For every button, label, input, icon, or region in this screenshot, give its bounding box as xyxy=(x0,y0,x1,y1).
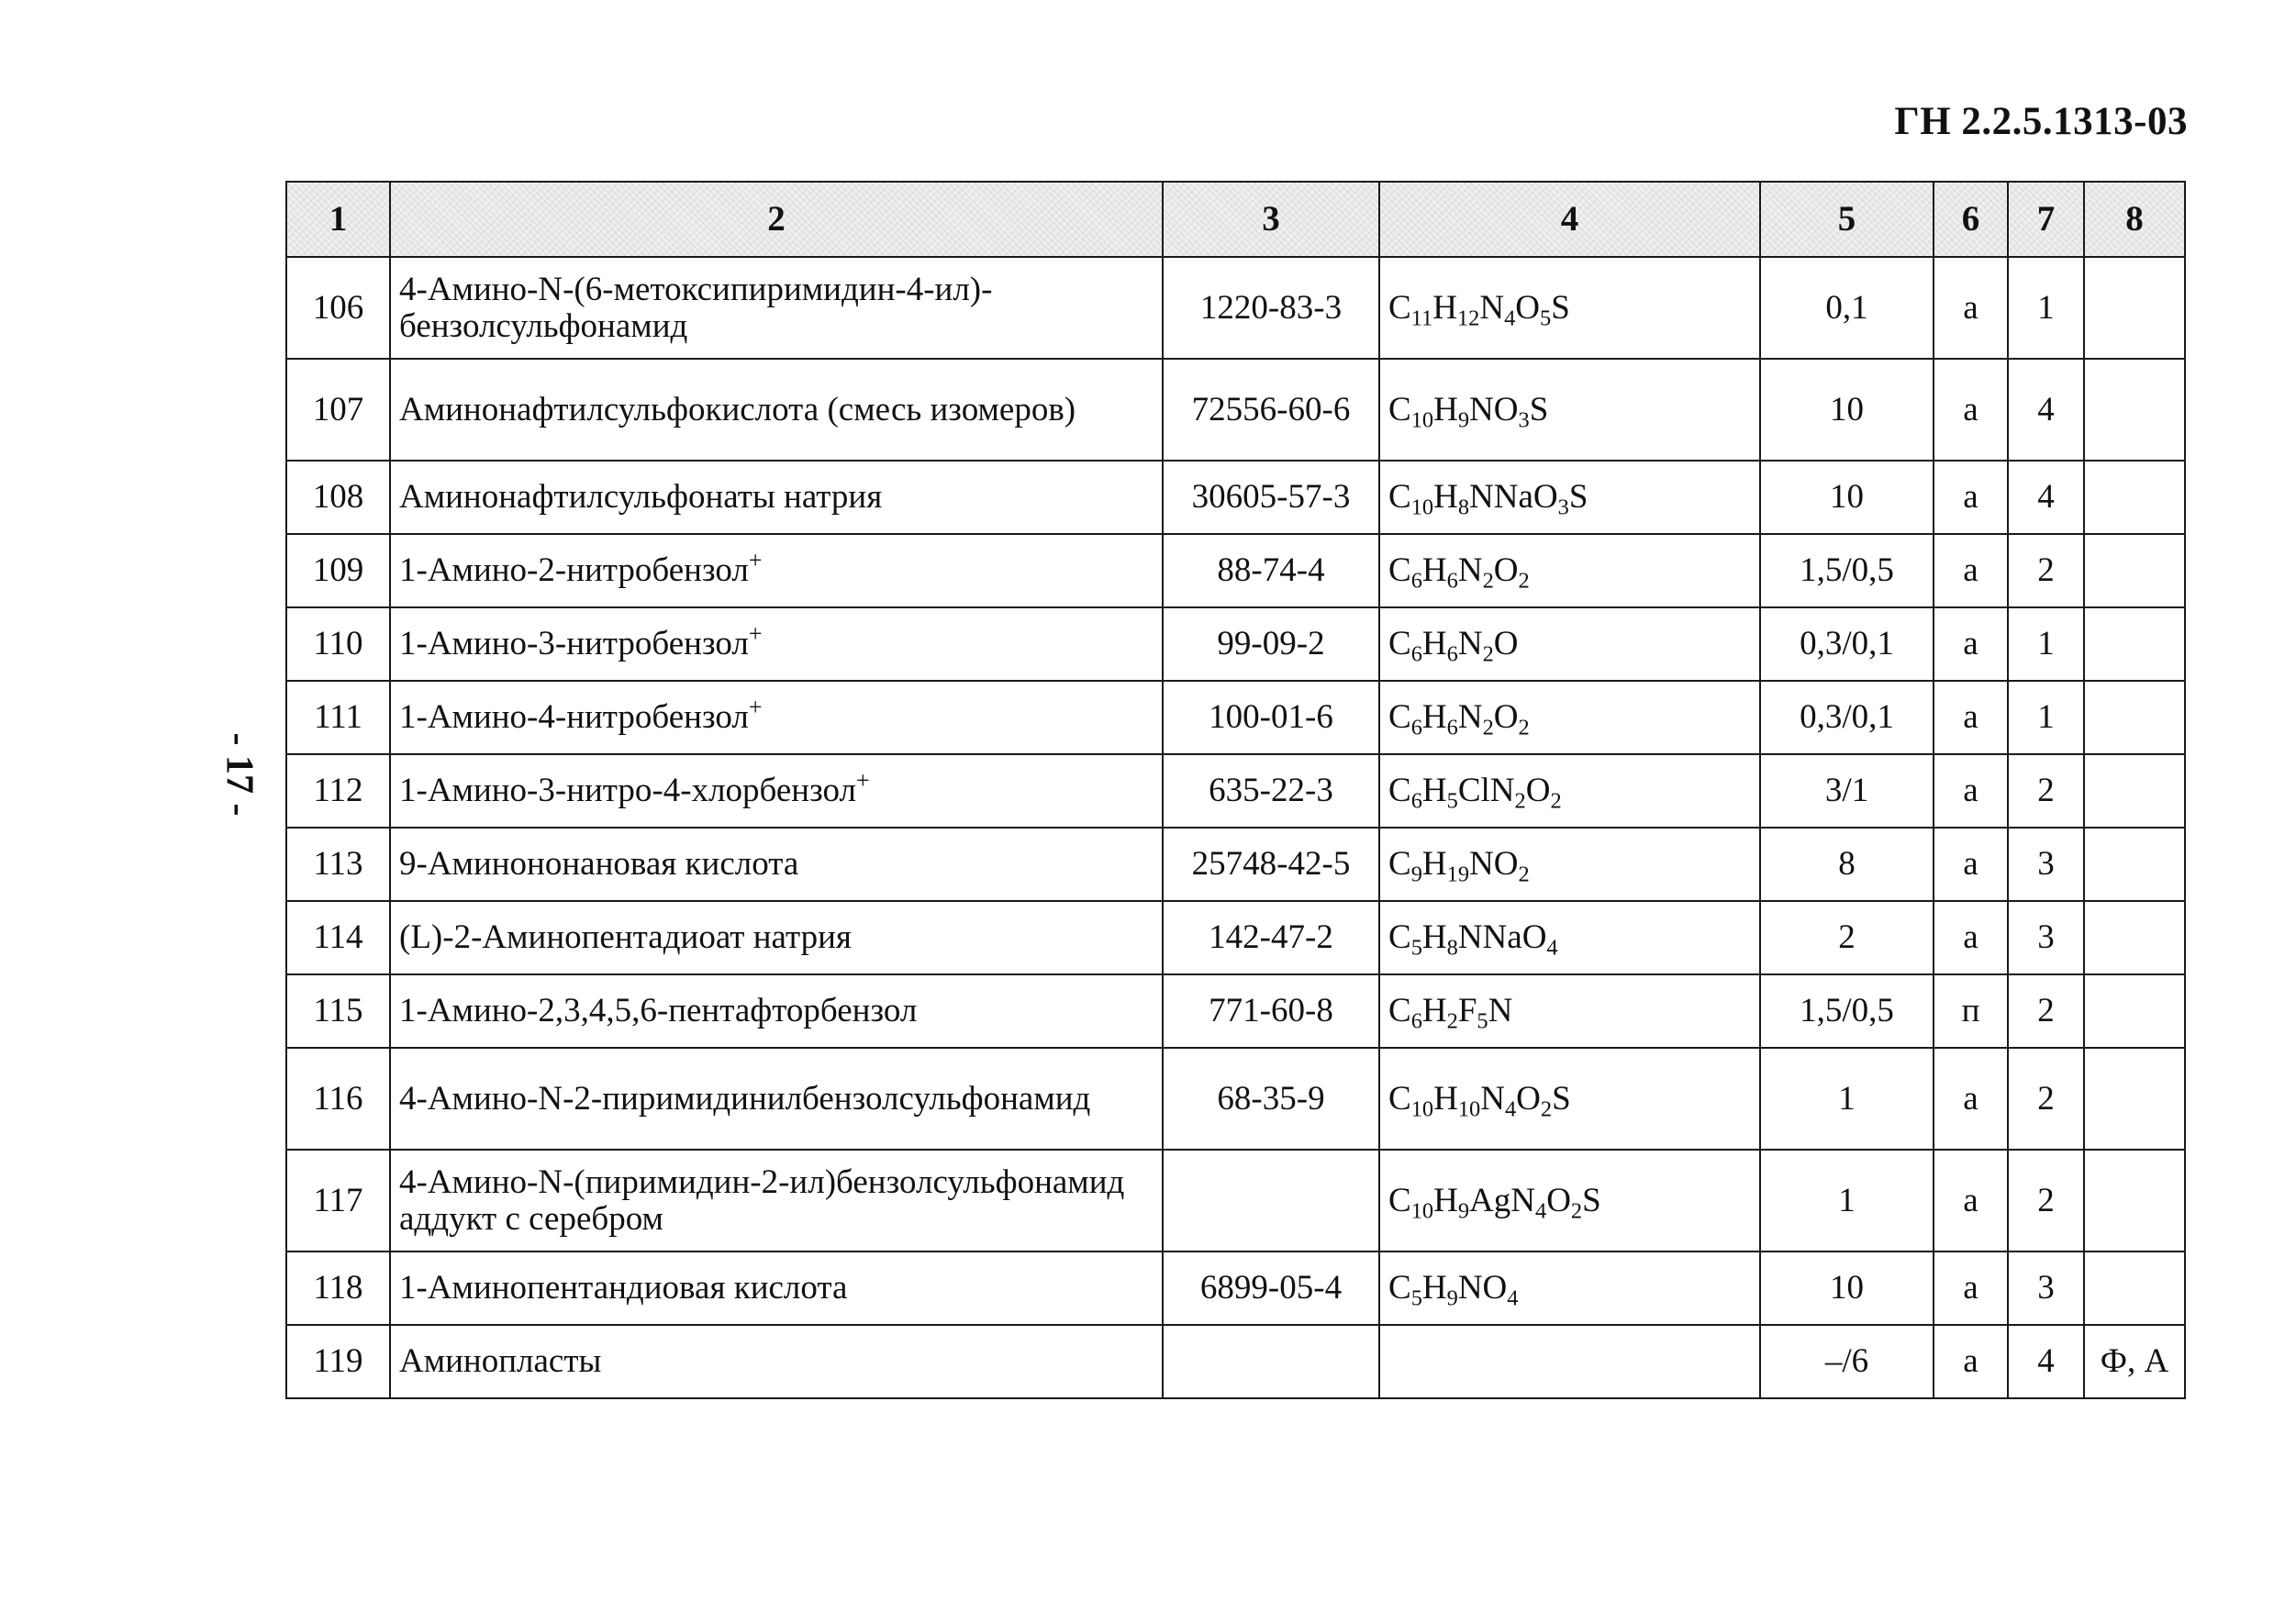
formula-cell: $C_6H_5ClN_2O_2$ xyxy=(1379,754,1760,828)
aggregate-state-cell: а xyxy=(1934,901,2008,974)
aggregate-state-cell: а xyxy=(1934,359,2008,461)
note-cell xyxy=(2084,1150,2185,1251)
header-cell-3: 3 xyxy=(1163,182,1379,257)
substance-name-cell: 1-Амино-4-нитробензол+ xyxy=(390,681,1163,754)
mac-value-cell: 8 xyxy=(1760,828,1934,901)
mac-value-cell: 10 xyxy=(1760,1251,1934,1325)
cas-number-cell: 68-35-9 xyxy=(1163,1048,1379,1150)
aggregate-state-cell: а xyxy=(1934,1048,2008,1150)
table-row xyxy=(286,901,2185,974)
note-cell xyxy=(2084,1251,2185,1325)
mac-value-cell: 1 xyxy=(1760,1150,1934,1251)
formula-cell: $C_6H_6N_2O_2$ xyxy=(1379,681,1760,754)
cas-number-cell: 6899-05-4 xyxy=(1163,1251,1379,1325)
row-number-cell: 118 xyxy=(286,1251,390,1325)
cas-number-cell: 25748-42-5 xyxy=(1163,828,1379,901)
note-cell xyxy=(2084,359,2185,461)
aggregate-state-cell: а xyxy=(1934,461,2008,534)
header-cell-2: 2 xyxy=(390,182,1163,257)
note-cell xyxy=(2084,607,2185,681)
substance-name-cell: 4-Амино-N-(пиримидин-2-ил)бензолсульфонамид аддукт с серебром xyxy=(390,1150,1163,1251)
formula-cell: $C_6H_6N_2O$ xyxy=(1379,607,1760,681)
cas-number-cell: 771-60-8 xyxy=(1163,974,1379,1048)
note-cell xyxy=(2084,534,2185,607)
aggregate-state-cell: а xyxy=(1934,754,2008,828)
formula-cell: $C_6H_6N_2O_2$ xyxy=(1379,534,1760,607)
note-cell xyxy=(2084,1048,2185,1150)
formula-cell: $C_5H_9NO_4$ xyxy=(1379,1251,1760,1325)
mac-value-cell: 3/1 xyxy=(1760,754,1934,828)
substance-name-cell: 1-Амино-2,3,4,5,6-пентафторбензол xyxy=(390,974,1163,1048)
substance-name-cell: 9-Аминононановая кислота xyxy=(390,828,1163,901)
header-cell-7: 7 xyxy=(2008,182,2084,257)
hazard-class-cell: 3 xyxy=(2008,828,2084,901)
header-cell-6: 6 xyxy=(1934,182,2008,257)
substance-name-cell: Аминонафтилсульфокислота (смесь изомеров) xyxy=(390,359,1163,461)
table-row xyxy=(286,359,2185,461)
hazard-class-cell: 4 xyxy=(2008,1325,2084,1398)
substance-name-cell: 1-Амино-3-нитро-4-хлорбензол+ xyxy=(390,754,1163,828)
hazard-class-cell: 2 xyxy=(2008,754,2084,828)
formula-cell: $C_{10}H_{10}N_4O_2S$ xyxy=(1379,1048,1760,1150)
aggregate-state-cell: а xyxy=(1934,607,2008,681)
page-number: - 17 - xyxy=(217,732,261,817)
table-row xyxy=(286,461,2185,534)
hazard-class-cell: 2 xyxy=(2008,974,2084,1048)
cas-number-cell: 88-74-4 xyxy=(1163,534,1379,607)
row-number-cell: 113 xyxy=(286,828,390,901)
mac-value-cell: –/6 xyxy=(1760,1325,1934,1398)
note-cell xyxy=(2084,754,2185,828)
mac-value-cell: 1,5/0,5 xyxy=(1760,534,1934,607)
aggregate-state-cell: а xyxy=(1934,1150,2008,1251)
table-row xyxy=(286,1325,2185,1398)
row-number-cell: 111 xyxy=(286,681,390,754)
mac-value-cell: 2 xyxy=(1760,901,1934,974)
row-number-cell: 119 xyxy=(286,1325,390,1398)
table-row xyxy=(286,1150,2185,1251)
hazard-class-cell: 3 xyxy=(2008,1251,2084,1325)
cas-number-cell: 30605-57-3 xyxy=(1163,461,1379,534)
table-row xyxy=(286,257,2185,359)
hazard-class-cell: 2 xyxy=(2008,1048,2084,1150)
formula-cell: $C_{10}H_9AgN_4O_2S$ xyxy=(1379,1150,1760,1251)
row-number-cell: 110 xyxy=(286,607,390,681)
note-cell xyxy=(2084,828,2185,901)
table-row xyxy=(286,974,2185,1048)
row-number-cell: 117 xyxy=(286,1150,390,1251)
aggregate-state-cell: а xyxy=(1934,534,2008,607)
hazard-class-cell: 1 xyxy=(2008,681,2084,754)
table-row xyxy=(286,1048,2185,1150)
mac-value-cell: 10 xyxy=(1760,461,1934,534)
note-cell xyxy=(2084,681,2185,754)
aggregate-state-cell: а xyxy=(1934,1325,2008,1398)
table-row xyxy=(286,754,2185,828)
substance-name-cell: Аминопласты xyxy=(390,1325,1163,1398)
cas-number-cell: 1220-83-3 xyxy=(1163,257,1379,359)
row-number-cell: 109 xyxy=(286,534,390,607)
formula-cell: $C_{10}H_9NO_3S$ xyxy=(1379,359,1760,461)
hazard-class-cell: 1 xyxy=(2008,607,2084,681)
row-number-cell: 115 xyxy=(286,974,390,1048)
row-number-cell: 106 xyxy=(286,257,390,359)
hazard-class-cell: 1 xyxy=(2008,257,2084,359)
formula-cell: $C_5H_8NNaO_4$ xyxy=(1379,901,1760,974)
formula-cell: $C_9H_{19}NO_2$ xyxy=(1379,828,1760,901)
formula-cell: $C_{10}H_8NNaO_3S$ xyxy=(1379,461,1760,534)
aggregate-state-cell: а xyxy=(1934,681,2008,754)
substance-name-cell: 4-Амино-N-(6-метоксипиримидин-4-ил)-бензолсульфонамид xyxy=(390,257,1163,359)
note-cell xyxy=(2084,461,2185,534)
cas-number-cell xyxy=(1163,1150,1379,1251)
header-row xyxy=(286,182,2185,257)
cas-number-cell xyxy=(1163,1325,1379,1398)
table-row xyxy=(286,1251,2185,1325)
row-number-cell: 107 xyxy=(286,359,390,461)
row-number-cell: 116 xyxy=(286,1048,390,1150)
formula-cell: $C_{11}H_{12}N_4O_5S$ xyxy=(1379,257,1760,359)
mac-value-cell: 1 xyxy=(1760,1048,1934,1150)
header-cell-1: 1 xyxy=(286,182,390,257)
mac-value-cell: 0,3/0,1 xyxy=(1760,607,1934,681)
cas-number-cell: 635-22-3 xyxy=(1163,754,1379,828)
mac-value-cell: 1,5/0,5 xyxy=(1760,974,1934,1048)
cas-number-cell: 142-47-2 xyxy=(1163,901,1379,974)
formula-cell: $C_6H_2F_5N$ xyxy=(1379,974,1760,1048)
hazard-class-cell: 4 xyxy=(2008,461,2084,534)
aggregate-state-cell: а xyxy=(1934,828,2008,901)
table-row xyxy=(286,828,2185,901)
cas-number-cell: 100-01-6 xyxy=(1163,681,1379,754)
substance-name-cell: 4-Амино-N-2-пиримидинилбензолсульфонамид xyxy=(390,1048,1163,1150)
substance-name-cell: (L)-2-Аминопентадиоат натрия xyxy=(390,901,1163,974)
row-number-cell: 108 xyxy=(286,461,390,534)
table-body xyxy=(286,257,2185,1398)
note-cell xyxy=(2084,901,2185,974)
table-row xyxy=(286,607,2185,681)
mac-value-cell: 10 xyxy=(1760,359,1934,461)
substances-table xyxy=(285,181,2186,1399)
table-row xyxy=(286,534,2185,607)
hazard-class-cell: 2 xyxy=(2008,1150,2084,1251)
formula-cell xyxy=(1379,1325,1760,1398)
header-cell-8: 8 xyxy=(2084,182,2185,257)
note-cell xyxy=(2084,974,2185,1048)
cas-number-cell: 72556-60-6 xyxy=(1163,359,1379,461)
row-number-cell: 112 xyxy=(286,754,390,828)
hazard-class-cell: 4 xyxy=(2008,359,2084,461)
mac-value-cell: 0,1 xyxy=(1760,257,1934,359)
substance-name-cell: 1-Амино-2-нитробензол+ xyxy=(390,534,1163,607)
aggregate-state-cell: а xyxy=(1934,1251,2008,1325)
cas-number-cell: 99-09-2 xyxy=(1163,607,1379,681)
note-cell xyxy=(2084,257,2185,359)
substance-name-cell: Аминонафтилсульфонаты натрия xyxy=(390,461,1163,534)
mac-value-cell: 0,3/0,1 xyxy=(1760,681,1934,754)
row-number-cell: 114 xyxy=(286,901,390,974)
note-cell: Ф, А xyxy=(2084,1325,2185,1398)
header-cell-5: 5 xyxy=(1760,182,1934,257)
hazard-class-cell: 2 xyxy=(2008,534,2084,607)
table-header xyxy=(286,182,2185,257)
hazard-class-cell: 3 xyxy=(2008,901,2084,974)
aggregate-state-cell: п xyxy=(1934,974,2008,1048)
document-code: ГН 2.2.5.1313-03 xyxy=(1894,100,2188,143)
aggregate-state-cell: а xyxy=(1934,257,2008,359)
substance-name-cell: 1-Амино-3-нитробензол+ xyxy=(390,607,1163,681)
table-row xyxy=(286,681,2185,754)
substance-name-cell: 1-Аминопентандиовая кислота xyxy=(390,1251,1163,1325)
header-cell-4: 4 xyxy=(1379,182,1760,257)
